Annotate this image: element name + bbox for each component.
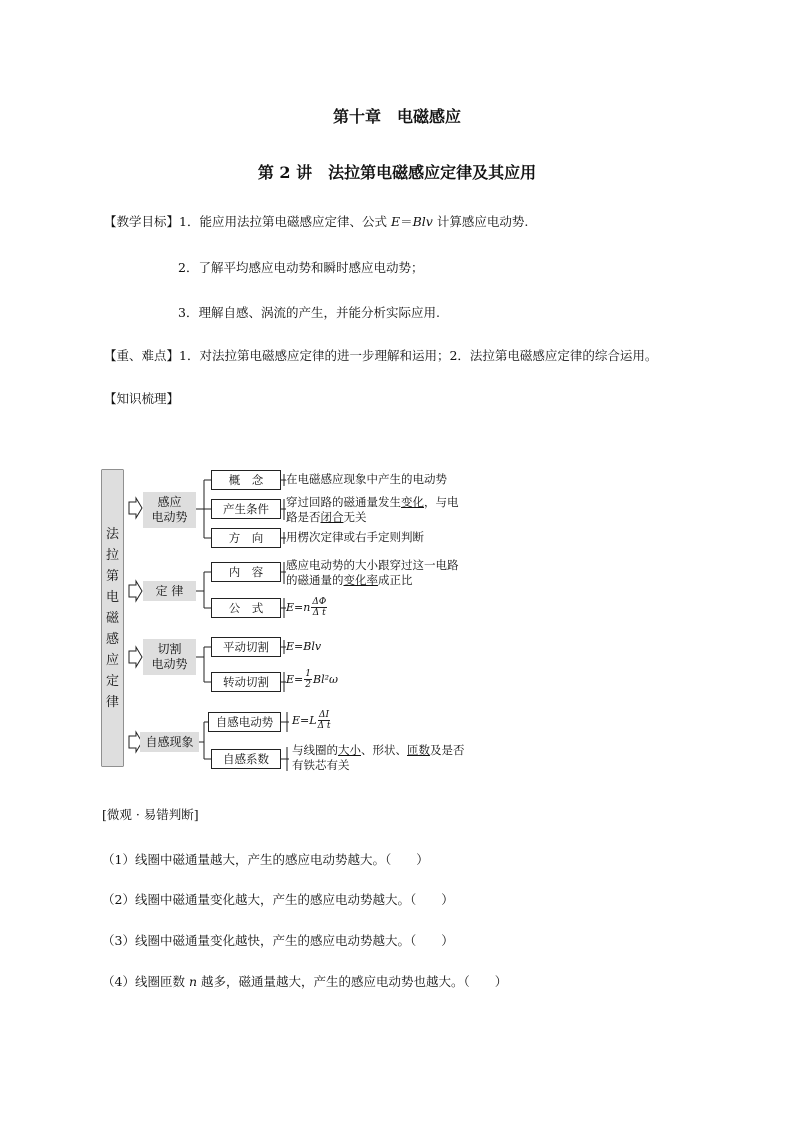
fraction-num: ΔI xyxy=(319,710,330,720)
key-points-label: 【重、难点】 xyxy=(104,348,180,363)
objective-line-1 xyxy=(104,212,528,230)
desc-underlined: 匝数 xyxy=(407,743,430,757)
category-induced-emf xyxy=(143,492,196,528)
desc-text: 有铁芯有关 xyxy=(292,758,350,772)
arrow-cat2-icon xyxy=(129,581,142,601)
judgment-label: [微观 · 易错判断] xyxy=(102,807,199,822)
judgment-q1: （1）线圈中磁通量越大，产生的感应电动势越大。（ ） xyxy=(102,852,429,867)
formula-text: E=n xyxy=(286,601,311,614)
objective-1-formula: E xyxy=(390,214,401,229)
desc-text: 路是否 xyxy=(286,510,321,524)
diagram-root xyxy=(102,470,123,766)
label-formula: 公 式 xyxy=(211,598,281,618)
desc-text: 的磁通量的 xyxy=(286,573,344,587)
fraction-den: 2 xyxy=(305,680,311,690)
desc-text: 与线圈的 xyxy=(292,743,338,757)
label-condition: 产生条件 xyxy=(211,499,281,519)
formula-rotate xyxy=(286,669,338,690)
category-label: 感应 xyxy=(157,495,182,509)
desc-content xyxy=(286,558,459,588)
judgment-q2: （2）线圈中磁通量变化越大，产生的感应电动势越大。（ ） xyxy=(102,892,454,907)
formula-fraction xyxy=(318,710,331,731)
fraction-num: 1 xyxy=(305,669,311,679)
objective-line-2: 2．了解平均感应电动势和瞬时感应电动势； xyxy=(178,260,424,275)
formula-parallel: E=Blv xyxy=(286,640,322,653)
desc-text: 感应电动势的大小跟穿过这一电路 xyxy=(286,558,459,572)
desc-underlined: 变化率 xyxy=(343,573,378,587)
objective-1-suffix: 计算感应电动势. xyxy=(432,214,529,229)
formula-fraction xyxy=(304,669,312,690)
category-cutting-emf xyxy=(143,639,196,675)
chapter-title: 第十章 电磁感应 xyxy=(332,107,461,126)
desc-self-coeff xyxy=(292,743,465,773)
category-label: 切割 xyxy=(157,642,182,656)
label-direction: 方 向 xyxy=(211,528,281,548)
root-char: 第 xyxy=(105,568,119,584)
arrow-cat3-icon xyxy=(129,647,142,667)
label-content: 内 容 xyxy=(211,562,281,582)
fraction-num: ΔΦ xyxy=(312,597,327,607)
key-points-text: 1．对法拉第电磁感应定律的进一步理解和运用；2．法拉第电磁感应定律的综合运用。 xyxy=(179,348,658,363)
q4-var: n xyxy=(188,974,197,989)
objective-line-3: 3．理解自感、涡流的产生，并能分析实际应用. xyxy=(178,305,440,320)
label-concept: 概 念 xyxy=(211,470,281,490)
arrow-cat1-icon xyxy=(129,498,142,518)
category-self-induction: 自感现象 xyxy=(140,732,199,752)
judgment-q3: （3）线圈中磁通量变化越快，产生的感应电动势越大。（ ） xyxy=(102,933,454,948)
desc-text: 成正比 xyxy=(378,573,413,587)
root-char: 电 xyxy=(105,589,119,605)
objectives-label: 【教学目标】 xyxy=(104,214,180,229)
desc-underlined: 大小 xyxy=(338,743,361,757)
root-char: 拉 xyxy=(105,547,119,563)
label-parallel-cut: 平动切割 xyxy=(211,637,281,657)
label-self-emf: 自感电动势 xyxy=(208,712,281,732)
key-points-line xyxy=(104,346,657,364)
formula-text: Bl²ω xyxy=(312,673,338,686)
label-self-coeff: 自感系数 xyxy=(211,749,281,769)
formula-text: E=L xyxy=(292,714,317,727)
q4-suffix: 越多，磁通量越大，产生的感应电动势也越大。（ ） xyxy=(197,974,508,989)
desc-underlined: 闭合 xyxy=(320,510,344,524)
category-law: 定 律 xyxy=(143,581,196,601)
desc-text: 无关 xyxy=(343,510,367,524)
fraction-den: Δ t xyxy=(317,721,331,731)
desc-text: ，与电 xyxy=(424,495,459,509)
root-char: 定 xyxy=(105,673,119,689)
desc-concept: 在电磁感应现象中产生的电动势 xyxy=(286,472,447,486)
desc-text: 、形状、 xyxy=(361,743,407,757)
q4-prefix: （4）线圈匝数 xyxy=(102,974,189,989)
desc-underlined: 变化 xyxy=(401,495,424,509)
root-char: 感 xyxy=(105,631,119,647)
root-char: 应 xyxy=(105,652,119,668)
knowledge-label: 【知识梳理】 xyxy=(104,391,180,406)
objective-1-eq: ＝ xyxy=(400,214,413,229)
formula-fraction xyxy=(311,597,327,618)
objective-1-prefix: 1．能应用法拉第电磁感应定律、公式 xyxy=(179,214,391,229)
root-char: 法 xyxy=(105,526,119,542)
desc-text: 穿过回路的磁通量发生 xyxy=(286,495,401,509)
formula-text: E= xyxy=(286,673,304,686)
lecture-title: 第 2 讲 法拉第电磁感应定律及其应用 xyxy=(257,163,537,182)
knowledge-diagram xyxy=(100,466,500,776)
root-char: 律 xyxy=(105,694,119,710)
category-label: 电动势 xyxy=(151,510,188,524)
root-char: 磁 xyxy=(105,610,119,626)
desc-text: 及是否 xyxy=(430,743,465,757)
fraction-den: Δ t xyxy=(312,608,326,618)
label-rotate-cut: 转动切割 xyxy=(211,672,281,692)
desc-condition xyxy=(286,495,459,525)
category-label: 电动势 xyxy=(151,657,188,671)
objective-1-var: Blv xyxy=(412,214,433,229)
desc-direction: 用楞次定律或右手定则判断 xyxy=(286,530,424,544)
formula-self-emf xyxy=(292,710,332,731)
formula-faraday xyxy=(286,597,328,618)
judgment-q4 xyxy=(102,972,507,990)
